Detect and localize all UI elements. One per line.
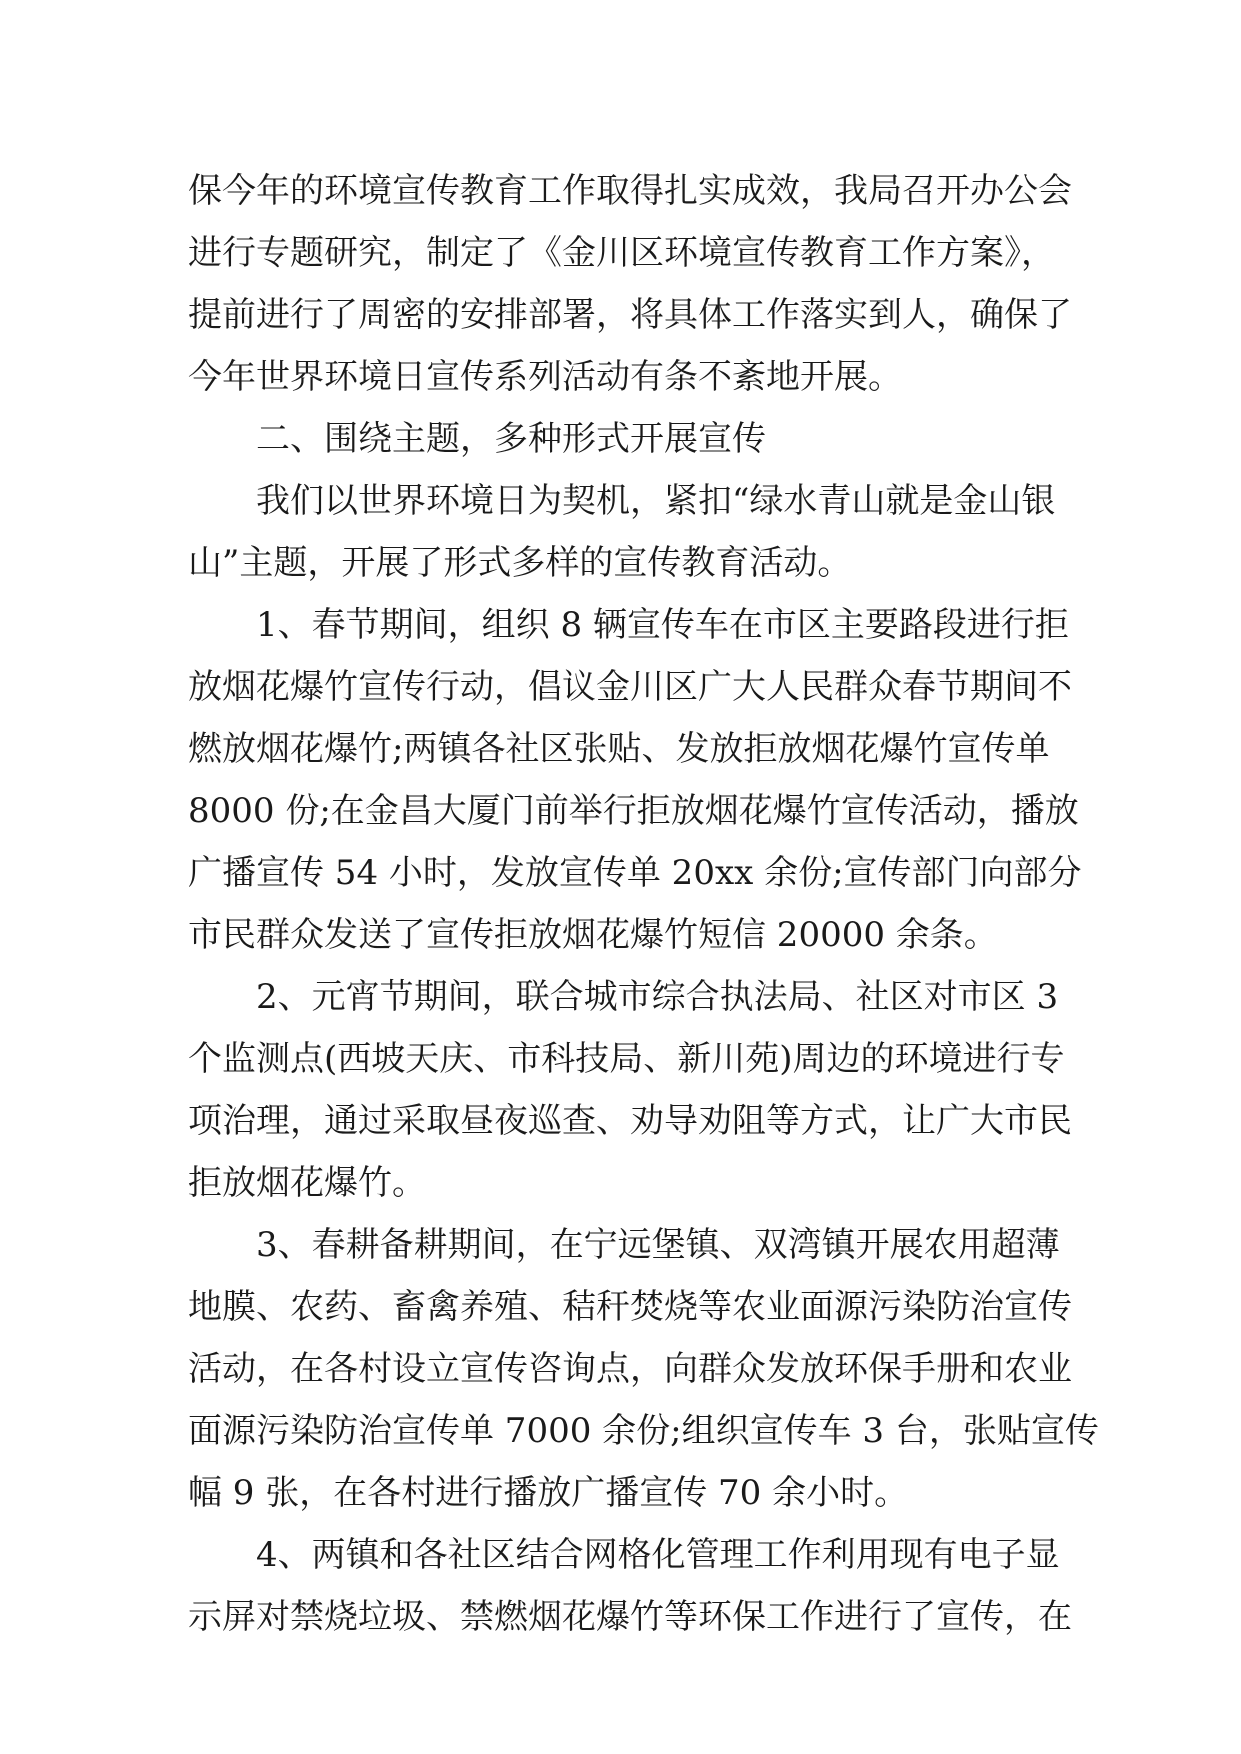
text-line: 燃放烟花爆竹;两镇各社区张贴、发放拒放烟花爆竹宣传单 xyxy=(188,729,1050,769)
document-body xyxy=(188,160,1099,1648)
text-line: 示屏对禁烧垃圾、禁燃烟花爆竹等环保工作进行了宣传，在 xyxy=(188,1597,1072,1637)
text-line: 广播宣传 54 小时，发放宣传单 20xx 余份;宣传部门向部分 xyxy=(188,853,1082,893)
text-line: 2、元宵节期间，联合城市综合执法局、社区对市区 3 xyxy=(256,977,1059,1017)
text-line: 1、春节期间，组织 8 辆宣传车在市区主要路段进行拒 xyxy=(256,605,1069,645)
section-heading xyxy=(188,408,1048,470)
text-line: 市民群众发送了宣传拒放烟花爆竹短信 20000 余条。 xyxy=(188,915,998,955)
text-line: 项治理，通过采取昼夜巡查、劝导劝阻等方式，让广大市民 xyxy=(188,1101,1072,1141)
paragraph xyxy=(188,470,1056,594)
list-item xyxy=(188,1524,1072,1648)
text-line: 提前进行了周密的安排部署，将具体工作落实到人，确保了 xyxy=(188,295,1072,335)
text-line: 我们以世界环境日为契机，紧扣“绿水青山就是金山银 xyxy=(256,481,1056,521)
text-line: 活动，在各村设立宣传咨询点，向群众发放环保手册和农业 xyxy=(188,1349,1072,1389)
text-line: 进行专题研究，制定了《金川区环境宣传教育工作方案》， xyxy=(188,233,1055,273)
text-line: 8000 份;在金昌大厦门前举行拒放烟花爆竹宣传活动，播放 xyxy=(188,791,1079,831)
text-line: 4、两镇和各社区结合网格化管理工作利用现有电子显 xyxy=(256,1535,1060,1575)
paragraph xyxy=(188,160,1072,408)
text-line: 个监测点(西坡天庆、市科技局、新川苑)周边的环境进行专 xyxy=(188,1039,1065,1079)
list-item xyxy=(188,594,1082,966)
text-line: 放烟花爆竹宣传行动，倡议金川区广大人民群众春节期间不 xyxy=(188,667,1072,707)
text-line: 幅 9 张，在各村进行播放广播宣传 70 余小时。 xyxy=(188,1473,909,1513)
text-line: 3、春耕备耕期间，在宁远堡镇、双湾镇开展农用超薄 xyxy=(256,1225,1060,1265)
text-line: 山”主题，开展了形式多样的宣传教育活动。 xyxy=(188,543,852,583)
heading-text: 二、围绕主题，多种形式开展宣传 xyxy=(256,419,766,459)
text-line: 保今年的环境宣传教育工作取得扎实成效，我局召开办公会 xyxy=(188,171,1072,211)
text-line: 今年世界环境日宣传系列活动有条不紊地开展。 xyxy=(188,357,902,397)
list-item xyxy=(188,966,1072,1214)
text-line: 拒放烟花爆竹。 xyxy=(188,1163,426,1203)
text-line: 地膜、农药、畜禽养殖、秸秆焚烧等农业面源污染防治宣传 xyxy=(188,1287,1072,1327)
text-line: 面源污染防治宣传单 7000 余份;组织宣传车 3 台，张贴宣传 xyxy=(188,1411,1099,1451)
list-item xyxy=(188,1214,1099,1524)
